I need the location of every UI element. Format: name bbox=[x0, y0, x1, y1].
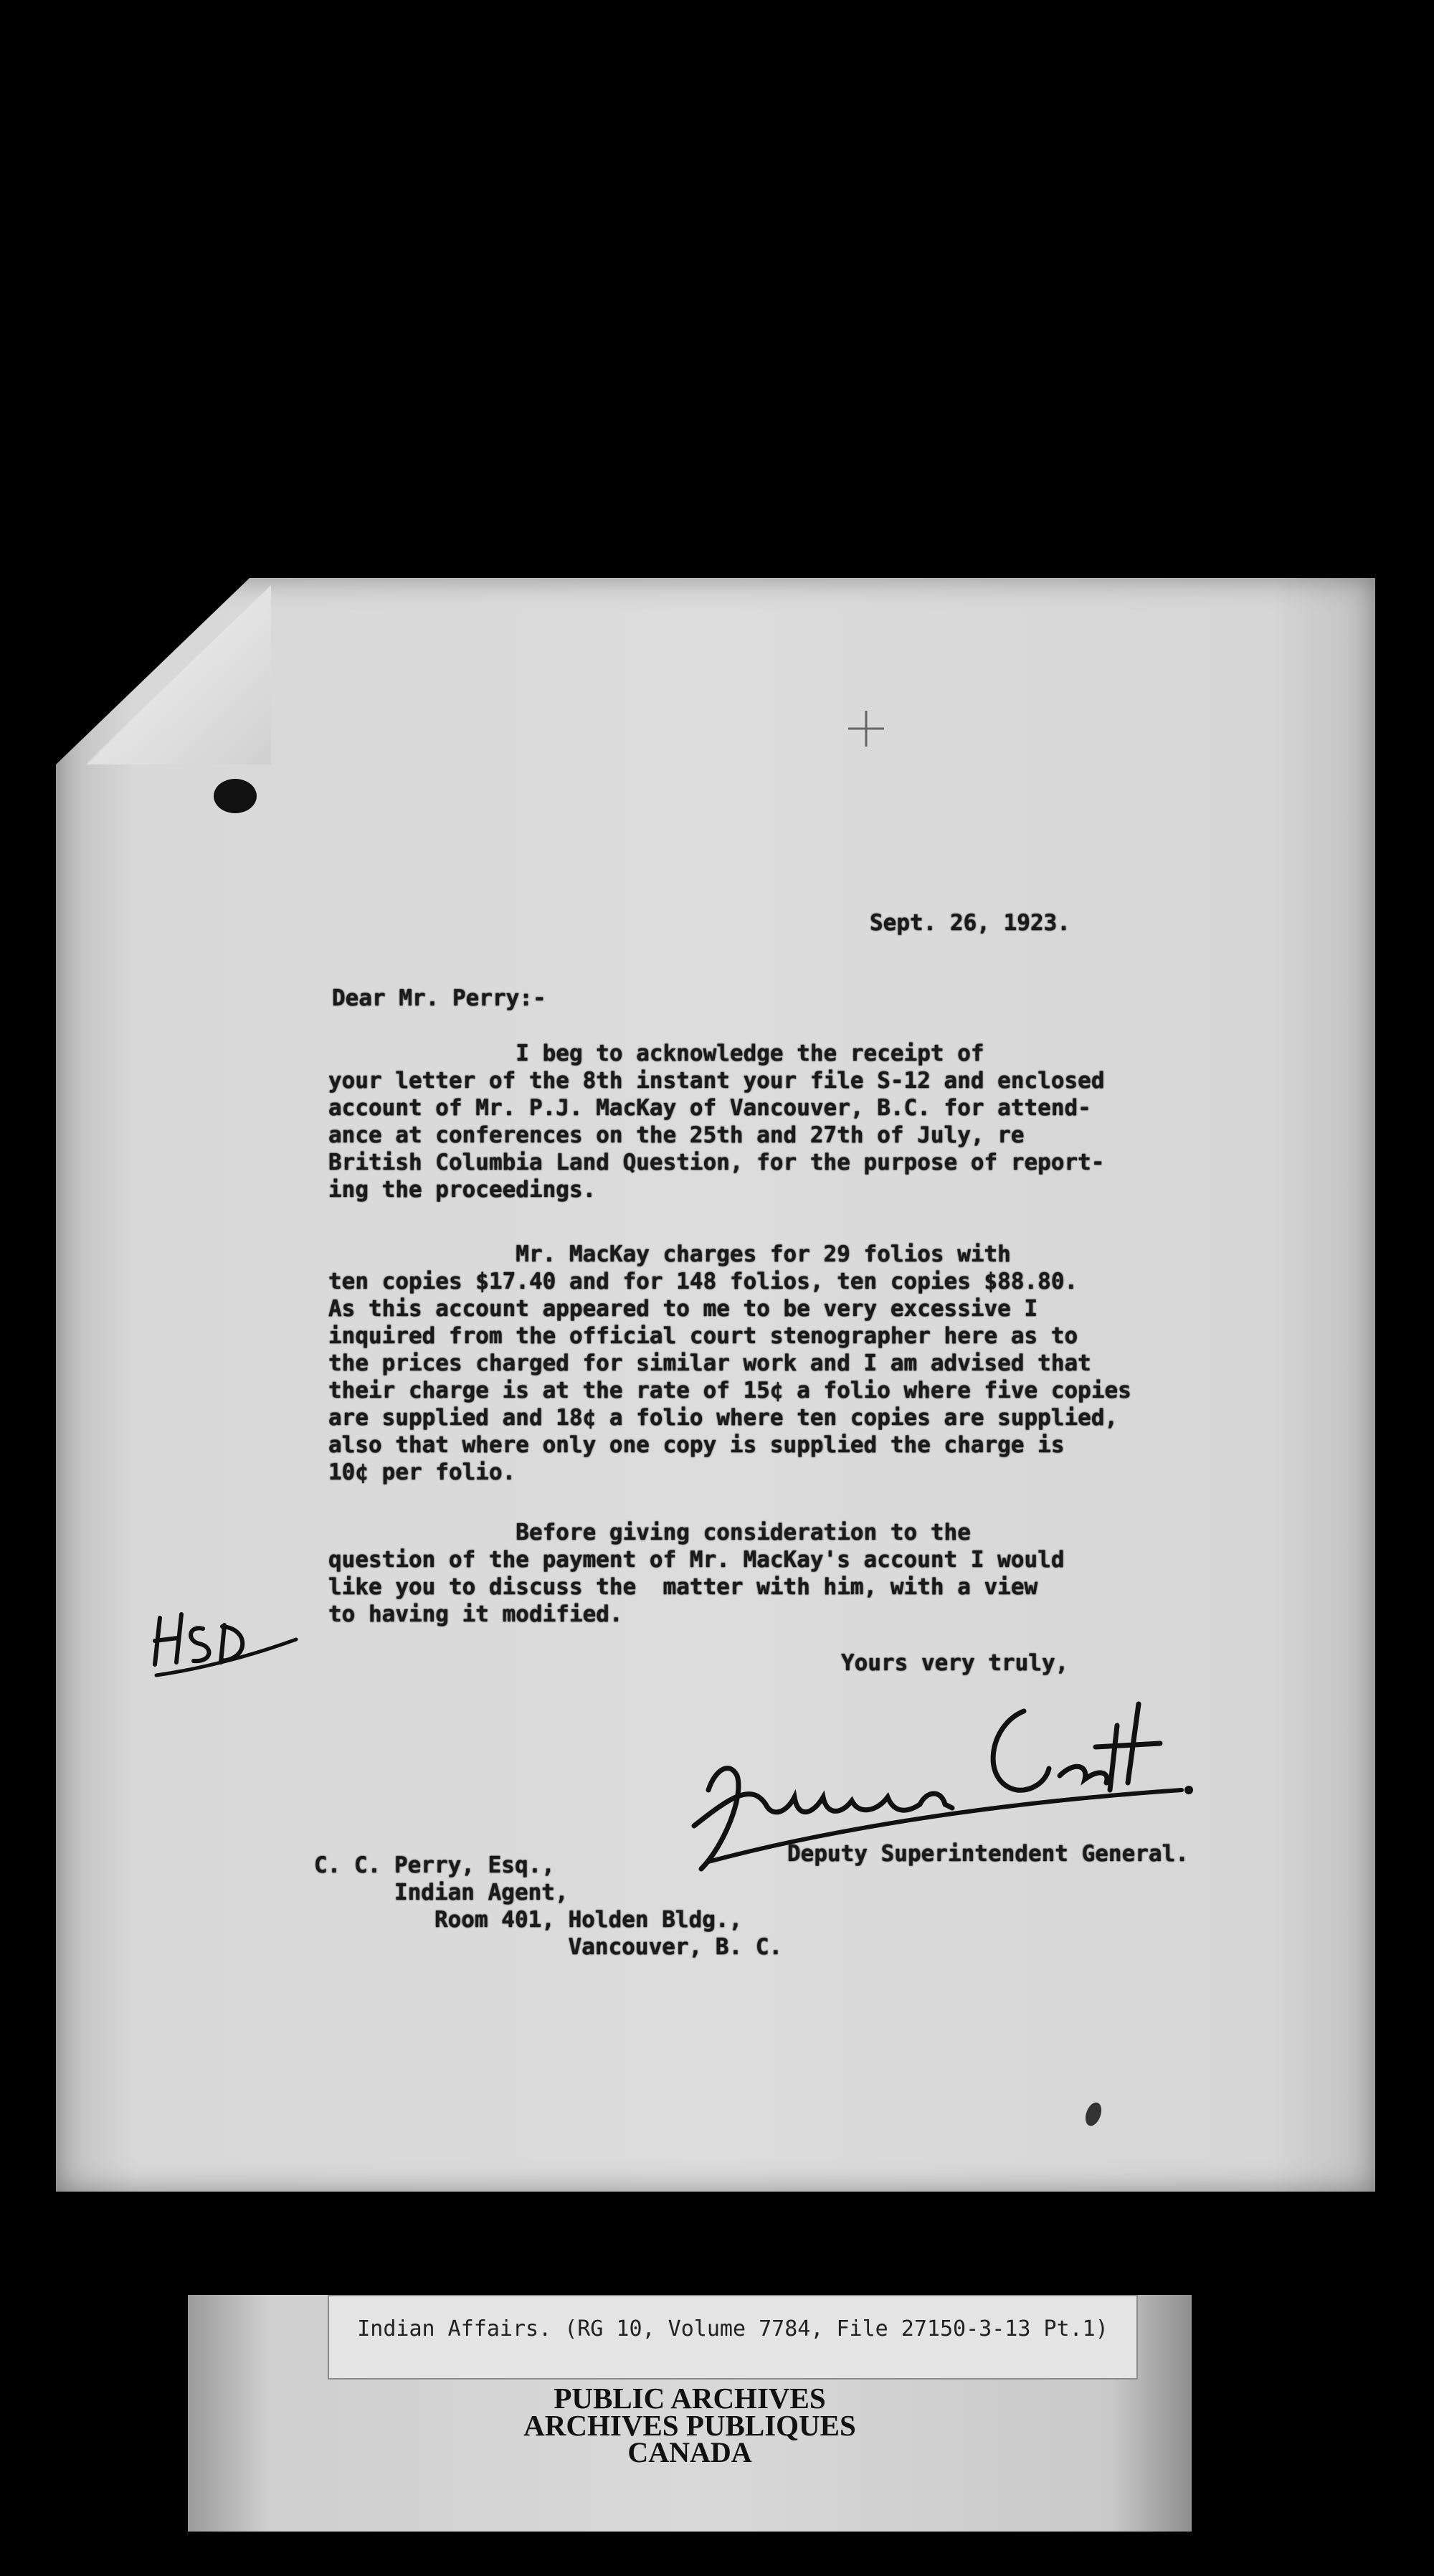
letter-sheet bbox=[56, 578, 1375, 2192]
handwritten-initials bbox=[149, 1596, 300, 1682]
paragraph-2: Mr. MacKay charges for 29 folios with ten copies $17.40 and for 148 folios, ten copies $88.80. As this account appeared to me to be very excessive I inquired from the official court stenographer here as to the prices charged for similar work and I am advised that their charge is at the rate of 15¢ a folio where five copies are supplied and 18¢ a folio where ten copies are supplied, also that where only one copy is supplied the charge is 10¢ per folio. bbox=[328, 1241, 1131, 1485]
archive-reference: Indian Affairs. (RG 10, Volume 7784, File 27150-3-13 Pt.1) bbox=[357, 2316, 1108, 2341]
paragraph-3: Before giving consideration to the question of the payment of Mr. MacKay's account I would like you to discuss the matter with him, with a view to having it modified. bbox=[328, 1520, 1065, 1627]
signatory-title: Deputy Superintendent General. bbox=[787, 1841, 1189, 1867]
archives-line-en: PUBLIC ARCHIVES bbox=[554, 2382, 826, 2415]
pencil-mark-icon bbox=[841, 707, 891, 750]
paragraph-1: I beg to acknowledge the receipt of your letter of the 8th instant your file S-12 and enclosed account of Mr. P.J. MacKay of Vancouver, B.C. for attend- ance at conferences on the 25th and 27th of July, re British Columbia Land Question, for the purpose of report- ing the proceedings. bbox=[328, 1041, 1105, 1203]
letter-date: Sept. 26, 1923. bbox=[870, 910, 1070, 936]
reference-label bbox=[328, 2295, 1138, 2380]
ink-smudge bbox=[1083, 2101, 1104, 2128]
recipient-address: C. C. Perry, Esq., Indian Agent, Room 401, Holden Bldg., Vancouver, B. C. bbox=[314, 1852, 783, 1960]
salutation: Dear Mr. Perry:- bbox=[332, 985, 546, 1011]
archives-stamp bbox=[188, 2382, 1192, 2468]
archives-line-country: CANADA bbox=[627, 2436, 752, 2468]
punch-hole bbox=[214, 779, 257, 813]
closing: Yours very truly, bbox=[841, 1650, 1069, 1676]
archives-line-fr: ARCHIVES PUBLIQUES bbox=[523, 2409, 856, 2442]
archive-label-strip bbox=[188, 2295, 1192, 2532]
